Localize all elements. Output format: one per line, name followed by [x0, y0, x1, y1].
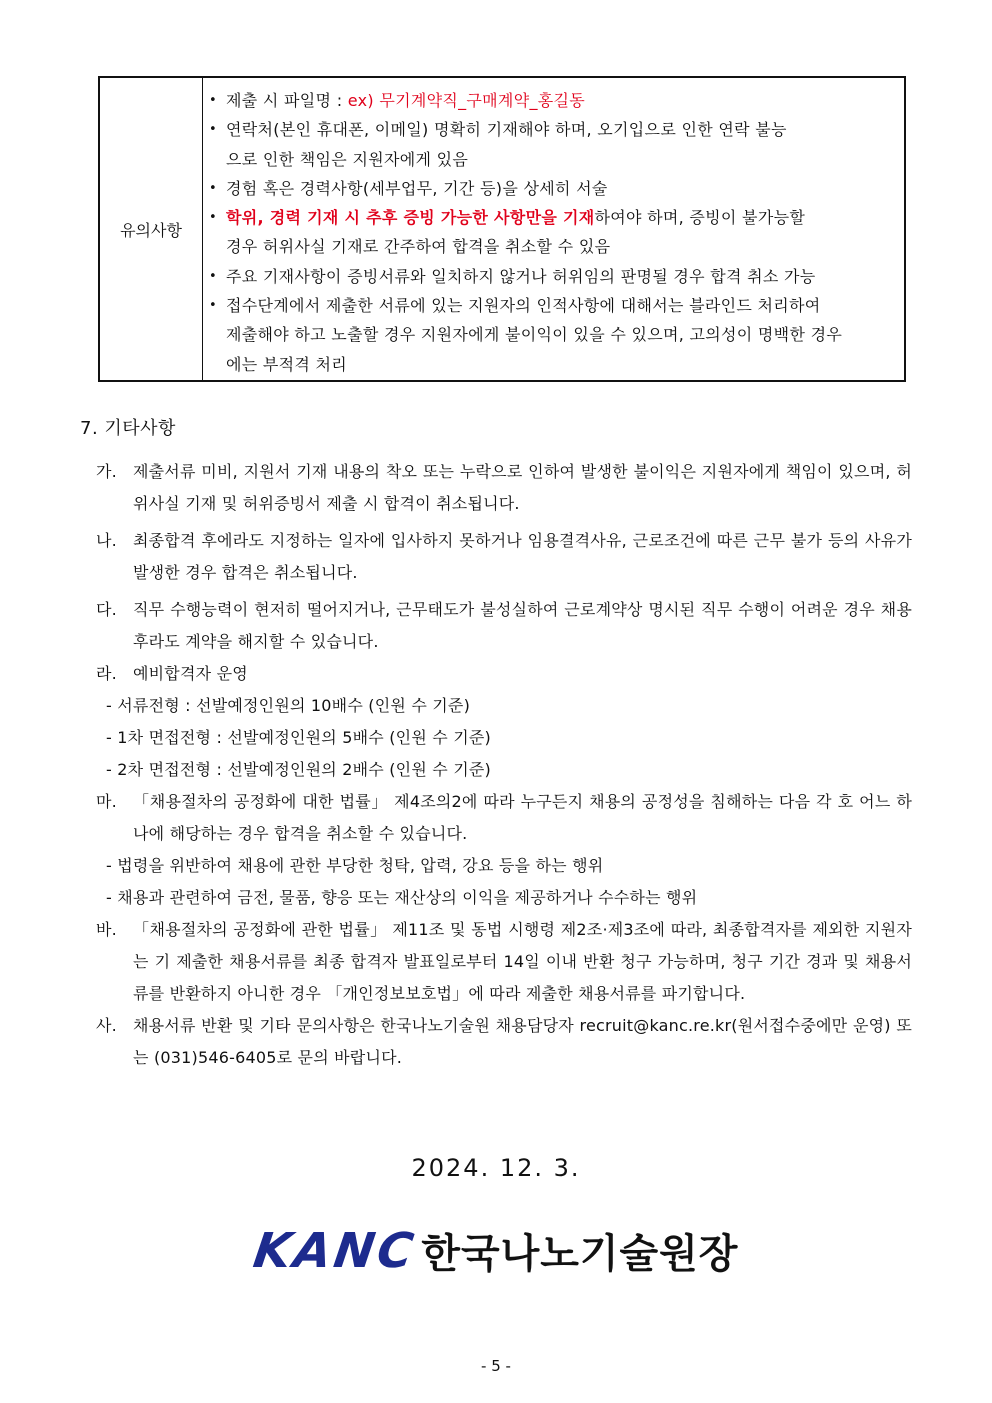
note-text: 제출 시 파일명 :: [226, 91, 348, 110]
note-text: 하여야 하며, 증빙이 불가능할: [594, 208, 806, 228]
list-item: [96, 594, 912, 658]
item-marker: 라.: [96, 664, 117, 683]
note-line: [209, 174, 898, 203]
item-text: 「채용절차의 공정화에 관한 법률」 제11조 및 동법 시행령 제2조·제3조에 따라, 최종합격자를 제외한 지원자는 기 제출한 채용서류를 최종 합격자 발표일로부터 14일 이내 반환 청구 가능하며, 청구 기간 경과 및 채용서류를 반환하지 아니한 경우 「개인정보보호법」에 따라 제출한 채용서류를 파기합니다.: [133, 920, 912, 1003]
bullet-icon: •: [209, 210, 217, 226]
bullet-icon: •: [209, 180, 217, 196]
note-line: [209, 203, 898, 232]
page-number: - 5 -: [481, 1357, 511, 1375]
item-text: 제출서류 미비, 지원서 기재 내용의 착오 또는 누락으로 인하여 발생한 불이익은 지원자에게 책임이 있으며, 허위사실 기재 및 허위증빙서 제출 시 합격이 취소됩니다.: [133, 462, 912, 513]
note-line: [209, 291, 898, 320]
item-marker: 나.: [96, 531, 117, 550]
item-text: 「채용절차의 공정화에 대한 법률」 제4조의2에 따라 누구든지 채용의 공정성을 침해하는 다음 각 호 어느 하나에 해당하는 경우 합격을 취소할 수 있습니다.: [133, 792, 912, 843]
dash-item: - 서류전형 : 선발예정인원의 10배수 (인원 수 기준): [106, 696, 471, 715]
item-text: 채용서류 반환 및 기타 문의사항은 한국나노기술원 채용담당자 recruit@kanc.re.kr(원서접수중에만 운영) 또는 (031)546-6405로 문의 바랍니다.: [133, 1016, 912, 1067]
highlighted-text: 학위, 경력 기재 시 추후 증빙 가능한 사항만을 기재: [226, 208, 595, 228]
dash-item: - 채용과 관련하여 금전, 물품, 향응 또는 재산상의 이익을 제공하거나 수수하는 행위: [106, 888, 698, 907]
note-line: [209, 145, 898, 174]
item-marker: 마.: [96, 792, 117, 811]
dash-item: - 1차 면접전형 : 선발예정인원의 5배수 (인원 수 기준): [106, 728, 491, 747]
item-marker: 가.: [96, 462, 117, 481]
section-items: [96, 456, 912, 1074]
list-item: [96, 658, 912, 690]
item-marker: 다.: [96, 600, 117, 619]
bullet-icon: •: [209, 93, 217, 108]
note-text: 제출해야 하고 노출할 경우 지원자에게 불이익이 있을 수 있으며, 고의성이 명백한 경우: [226, 325, 843, 345]
bullet-icon: •: [209, 122, 217, 138]
note-text: 경우 허위사실 기재로 간주하여 합격을 취소할 수 있음: [226, 237, 611, 257]
note-text: 주요 기재사항이 증빙서류와 일치하지 않거나 허위임의 판명될 경우 합격 취소 가능: [226, 266, 816, 286]
item-marker: 바.: [96, 920, 117, 939]
note-line: [209, 115, 898, 144]
note-text: 경험 혹은 경력사항(세부업무, 기간 등)을 상세히 서술: [226, 178, 608, 198]
note-line: [209, 320, 898, 349]
note-text: 에는 부적격 처리: [226, 354, 348, 374]
notes-table: [98, 76, 906, 382]
item-text: 예비합격자 운영: [133, 664, 248, 683]
bullet-icon: •: [209, 268, 217, 284]
note-line: [209, 86, 898, 115]
list-item: [96, 1010, 912, 1074]
logo-mark: KANC: [249, 1222, 420, 1279]
document-date: 2024. 12. 3.: [411, 1154, 581, 1182]
note-line: [209, 350, 898, 379]
logo-name: 한국나노기술원장: [421, 1231, 739, 1277]
list-item: [96, 525, 912, 589]
list-item: [96, 456, 912, 520]
section-title: 7. 기타사항: [80, 418, 176, 439]
list-item: [96, 914, 912, 1010]
notes-content: [203, 78, 904, 380]
dash-item: - 법령을 위반하여 채용에 관한 부당한 청탁, 압력, 강요 등을 하는 행위: [106, 856, 604, 875]
notes-label: 유의사항: [100, 78, 203, 380]
item-text: 최종합격 후에라도 지정하는 일자에 입사하지 못하거나 임용결격사유, 근로조건에 따른 근무 불가 등의 사유가 발생한 경우 합격은 취소됩니다.: [133, 531, 912, 582]
list-item: [96, 786, 912, 850]
kanc-logo: [0, 1222, 992, 1279]
note-line: [209, 232, 898, 261]
note-text: 으로 인한 책임은 지원자에게 있음: [226, 149, 469, 169]
item-marker: 사.: [96, 1016, 117, 1035]
highlighted-text: ex) 무기계약직_구매계약_홍길동: [347, 91, 586, 110]
item-text: 직무 수행능력이 현저히 떨어지거나, 근무태도가 불성실하여 근로계약상 명시된 직무 수행이 어려운 경우 채용 후라도 계약을 해지할 수 있습니다.: [133, 600, 912, 651]
note-text: 연락처(본인 휴대폰, 이메일) 명확히 기재해야 하며, 오기입으로 인한 연락 불능: [226, 120, 787, 140]
bullet-icon: •: [209, 298, 217, 314]
dash-item: - 2차 면접전형 : 선발예정인원의 2배수 (인원 수 기준): [106, 760, 491, 779]
note-text: 접수단계에서 제출한 서류에 있는 지원자의 인적사항에 대해서는 블라인드 처리하여: [226, 296, 821, 316]
note-line: [209, 262, 898, 291]
